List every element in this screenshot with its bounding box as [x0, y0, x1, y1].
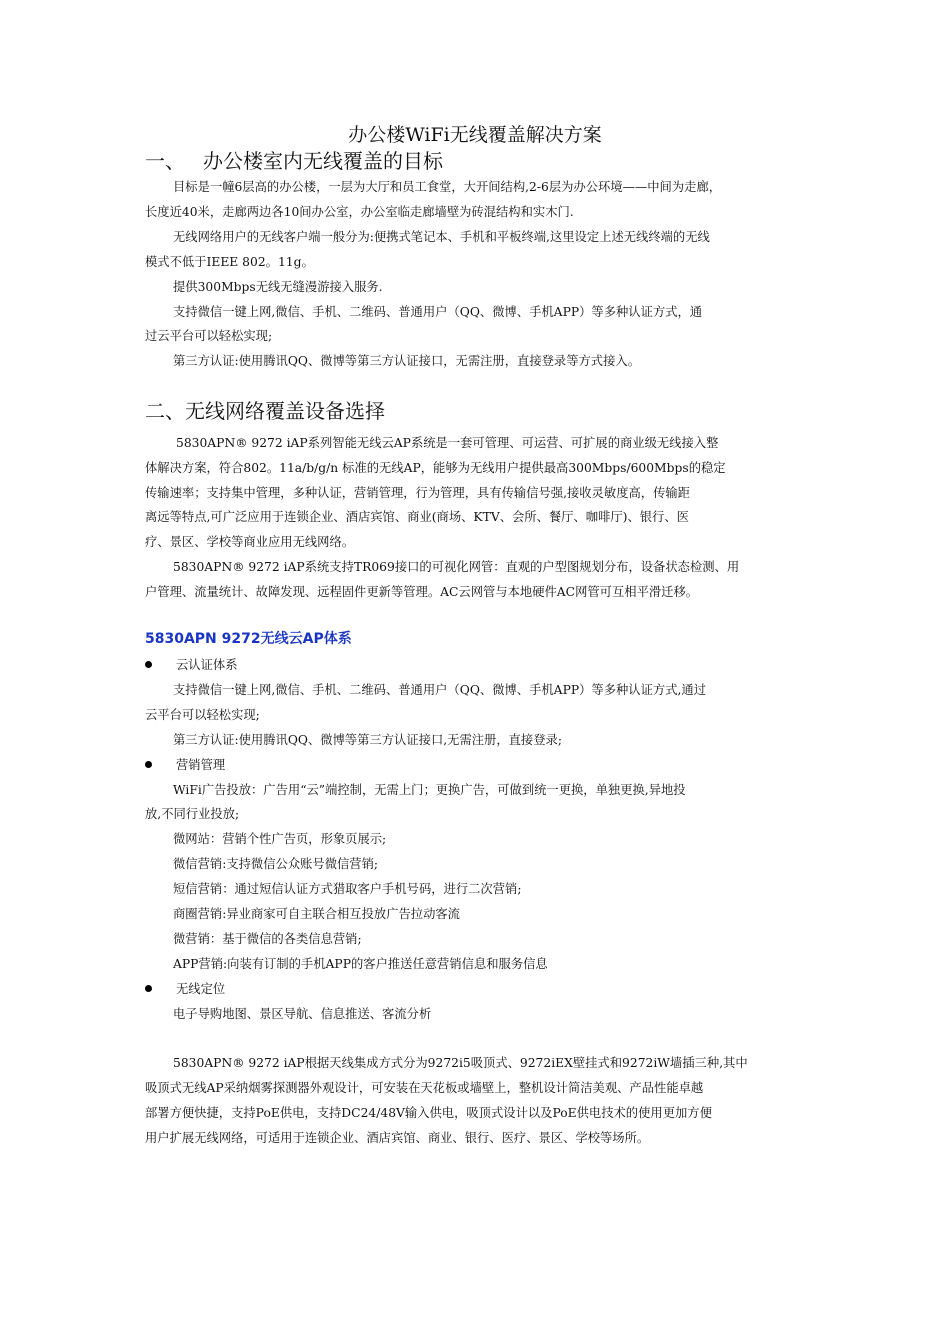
paragraph-line: 放,不同行业投放;	[145, 807, 240, 821]
paragraph-line: 电子导购地图、景区导航、信息推送、客流分析	[173, 1007, 432, 1021]
paragraph-line: 模式不低于IEEE 802。11g。	[145, 255, 314, 269]
paragraph-line: 支持微信一键上网,微信、手机、二维码、普通用户（QQ、微博、手机APP）等多种认证方式，通	[173, 305, 703, 319]
paragraph-line: 微网站：营销个性广告页，形象页展示;	[173, 832, 387, 846]
paragraph-line: 5830APN® 9272 iAP根据天线集成方式分为9272i5吸顶式、9272iEX壁挂式和9272iW墙插三种,其中	[173, 1056, 748, 1070]
bullet-dot-icon	[145, 761, 152, 768]
bullet-positioning	[145, 977, 225, 1001]
paragraph-line: 商圈营销:异业商家可自主联合相互投放广告拉动客流	[173, 907, 460, 921]
paragraph-line: 微信营销:支持微信公众账号微信营销;	[173, 857, 379, 871]
bullet-label: 营销管理	[176, 758, 226, 772]
document-title: 办公楼WiFi无线覆盖解决方案	[348, 124, 602, 146]
subsection-heading: 5830APN 9272无线云AP体系	[145, 631, 352, 647]
bullet-dot-icon	[145, 661, 152, 668]
paragraph-line: 短信营销：通过短信认证方式猎取客户手机号码，进行二次营销;	[173, 882, 522, 896]
bullet-label: 云认证体系	[176, 658, 238, 672]
section-1-heading-text: 办公楼室内无线覆盖的目标	[203, 149, 443, 173]
bullet-label: 无线定位	[176, 982, 226, 996]
paragraph-line: 过云平台可以轻松实现;	[145, 329, 273, 343]
paragraph-line: 5830APN® 9272 iAP系统支持TR069接口的可视化网管：直观的户型图规划分布，设备状态检测、用	[173, 560, 740, 574]
paragraph-line: 传输速率；支持集中管理，多种认证，营销管理，行为管理，具有传输信号强,接收灵敏度高，传输距	[145, 486, 690, 500]
paragraph-line: 第三方认证:使用腾讯QQ、微博等第三方认证接口,无需注册，直接登录;	[173, 733, 562, 747]
paragraph-line: 离远等特点,可广泛应用于连锁企业、酒店宾馆、商业(商场、KTV、会所、餐厅、咖啡厅)、银行、医	[145, 510, 689, 524]
paragraph-line: 体解决方案，符合802。11a/b/g/n 标准的无线AP，能够为无线用户提供最高300Mbps/600Mbps的稳定	[145, 461, 726, 475]
paragraph-line: 目标是一幢6层高的办公楼，一层为大厅和员工食堂，大开间结构,2-6层为办公环境——中间为走廊，	[173, 180, 722, 194]
section-1-number: 一、	[145, 149, 185, 173]
paragraph-line: 云平台可以轻松实现;	[145, 708, 260, 722]
bullet-marketing	[145, 753, 225, 777]
paragraph-line: 用户扩展无线网络，可适用于连锁企业、酒店宾馆、商业、银行、医疗、景区、学校等场所。	[145, 1131, 650, 1145]
paragraph-line: 吸顶式无线AP采纳烟雾探测器外观设计，可安装在天花板或墙壁上，整机设计简洁美观、产品性能卓越	[145, 1081, 704, 1095]
section-1-heading	[145, 146, 443, 176]
paragraph-line: 部署方便快捷，支持PoE供电，支持DC24/48V输入供电，吸顶式设计以及PoE供电技术的使用更加方便	[145, 1106, 712, 1120]
section-2-heading: 二、无线网络覆盖设备选择	[145, 399, 385, 423]
paragraph-line: 第三方认证:使用腾讯QQ、微博等第三方认证接口，无需注册，直接登录等方式接入。	[173, 354, 640, 368]
paragraph-line: WiFi广告投放：广告用“云”端控制，无需上门；更换广告，可做到统一更换，单独更换,异地投	[173, 783, 686, 797]
paragraph-line: 无线网络用户的无线客户端一般分为:便携式笔记本、手机和平板终端,这里设定上述无线终端的无线	[173, 230, 710, 244]
bullet-cloud-auth	[145, 653, 238, 677]
paragraph-line: 疗、景区、学校等商业应用无线网络。	[145, 535, 355, 549]
paragraph-line: APP营销:向装有订制的手机APP的客户推送任意营销信息和服务信息	[173, 957, 548, 971]
paragraph-line: 支持微信一键上网,微信、手机、二维码、普通用户（QQ、微博、手机APP）等多种认证方式,通过	[173, 683, 706, 697]
bullet-dot-icon	[145, 985, 152, 992]
paragraph-line: 提供300Mbps无线无缝漫游接入服务.	[173, 280, 383, 294]
paragraph-line: 微营销：基于微信的各类信息营销;	[173, 932, 362, 946]
paragraph-line: 5830APN® 9272 iAP系列智能无线云AP系统是一套可管理、可运营、可扩展的商业级无线接入整	[176, 436, 719, 450]
paragraph-line: 长度近40米，走廊两边各10间办公室，办公室临走廊墙壁为砖混结构和实木门.	[145, 205, 574, 219]
paragraph-line: 户管理、流量统计、故障发现、远程固件更新等管理。AC云网管与本地硬件AC网管可互相平滑迁移。	[145, 585, 699, 599]
